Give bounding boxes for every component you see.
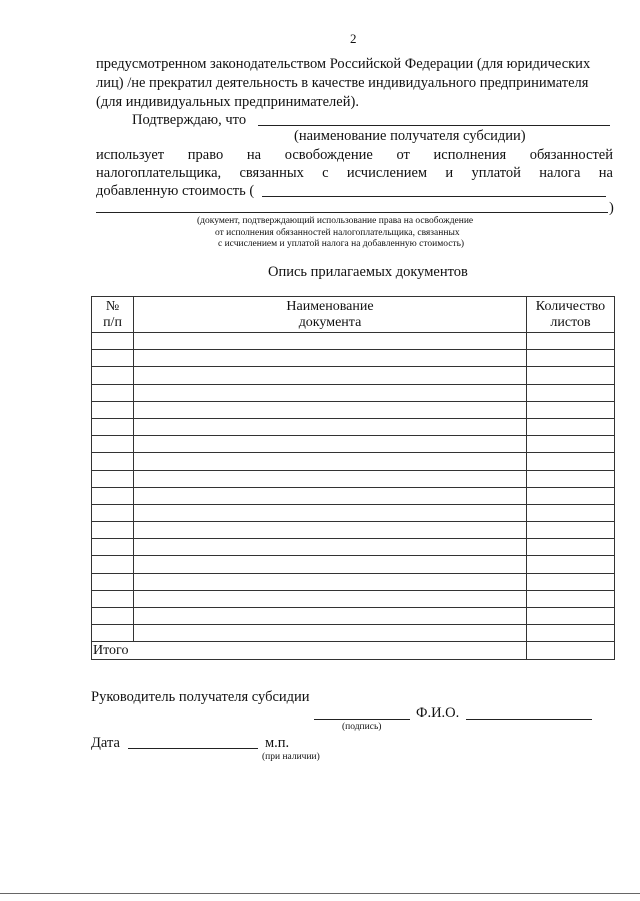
row-number-cell[interactable] [92, 470, 134, 487]
row-name-cell[interactable] [134, 625, 527, 642]
page-bottom-edge [0, 893, 640, 894]
row-name-cell[interactable] [134, 608, 527, 625]
row-count-cell[interactable] [527, 590, 615, 607]
signature-caption: (подпись) [342, 722, 382, 732]
row-name-cell[interactable] [134, 522, 527, 539]
row-name-cell[interactable] [134, 504, 527, 521]
word: использует [96, 147, 165, 163]
word: связанных [239, 165, 304, 181]
row-count-cell[interactable] [527, 487, 615, 504]
row-number-cell[interactable] [92, 608, 134, 625]
date-field[interactable] [128, 748, 258, 749]
header-number-line2: п/п [103, 314, 122, 330]
row-number-cell[interactable] [92, 401, 134, 418]
word: освобождение [284, 147, 373, 163]
row-name-cell[interactable] [134, 367, 527, 384]
row-name-cell[interactable] [134, 590, 527, 607]
recipient-caption: (наименование получателя субсидии) [294, 128, 526, 144]
word: на [246, 147, 262, 163]
table-row [92, 504, 615, 521]
row-number-cell[interactable] [92, 625, 134, 642]
document-field-2[interactable] [96, 212, 608, 213]
row-name-cell[interactable] [134, 453, 527, 470]
word: налогоплательщика, [96, 165, 222, 181]
word: уплатой [471, 165, 521, 181]
table-row [92, 556, 615, 573]
documents-table [91, 296, 615, 660]
table-row [92, 470, 615, 487]
table-row [92, 625, 615, 642]
total-row [92, 642, 615, 659]
row-count-cell[interactable] [527, 401, 615, 418]
table-row [92, 522, 615, 539]
table-row [92, 367, 615, 384]
row-name-cell[interactable] [134, 401, 527, 418]
row-name-cell[interactable] [134, 573, 527, 590]
confirm-lead: Подтверждаю, что [132, 112, 247, 128]
row-count-cell[interactable] [527, 470, 615, 487]
word: право [187, 147, 224, 163]
table-row [92, 608, 615, 625]
table-row [92, 384, 615, 401]
fio-field[interactable] [466, 719, 592, 720]
row-name-cell[interactable] [134, 333, 527, 350]
table-row [92, 333, 615, 350]
table-row [92, 436, 615, 453]
header-count-line2: листов [550, 314, 591, 330]
row-name-cell[interactable] [134, 436, 527, 453]
table-title: Опись прилагаемых документов [268, 264, 468, 280]
word: на [598, 165, 613, 181]
row-count-cell[interactable] [527, 418, 615, 435]
para1-line1: предусмотренном законодательством Российской Федерации (для юридических [96, 56, 591, 72]
row-count-cell[interactable] [527, 625, 615, 642]
recipient-name-field[interactable] [258, 125, 610, 126]
row-number-cell[interactable] [92, 573, 134, 590]
row-number-cell[interactable] [92, 504, 134, 521]
page-number: 2 [350, 31, 357, 46]
table-row [92, 539, 615, 556]
para1-line3: (для индивидуальных предпринимателей). [96, 94, 359, 110]
row-name-cell[interactable] [134, 350, 527, 367]
row-name-cell[interactable] [134, 487, 527, 504]
header-count [527, 297, 615, 333]
row-number-cell[interactable] [92, 487, 134, 504]
row-number-cell[interactable] [92, 333, 134, 350]
doc-caption-line3: с исчислением и уплатой налога на добавленную стоимость) [218, 239, 465, 249]
para2-line2 [96, 164, 613, 182]
row-name-cell[interactable] [134, 556, 527, 573]
word: исполнения [433, 147, 507, 163]
row-count-cell[interactable] [527, 504, 615, 521]
header-name [134, 297, 527, 333]
para2-line1 [96, 146, 613, 164]
row-number-cell[interactable] [92, 418, 134, 435]
word: исчислением [346, 165, 428, 181]
row-count-cell[interactable] [527, 539, 615, 556]
table-row [92, 590, 615, 607]
row-count-cell[interactable] [527, 453, 615, 470]
table-row [92, 453, 615, 470]
header-name-line1: Наименование [286, 298, 374, 314]
stamp-label: м.п. [265, 735, 290, 751]
row-count-cell[interactable] [527, 436, 615, 453]
row-name-cell[interactable] [134, 384, 527, 401]
row-count-cell[interactable] [527, 350, 615, 367]
doc-caption-line2: от исполнения обязанностей налогоплательщика, связанных [215, 228, 460, 238]
row-name-cell[interactable] [134, 470, 527, 487]
row-number-cell[interactable] [92, 453, 134, 470]
head-label: Руководитель получателя субсидии [91, 689, 310, 705]
close-paren: ) [609, 200, 614, 216]
total-count-cell[interactable] [527, 642, 615, 659]
table-row [92, 573, 615, 590]
row-number-cell[interactable] [92, 384, 134, 401]
table-header-row [92, 297, 615, 333]
word: с [322, 165, 329, 181]
row-number-cell[interactable] [92, 350, 134, 367]
row-count-cell[interactable] [527, 573, 615, 590]
row-count-cell[interactable] [527, 333, 615, 350]
header-count-line1: Количество [535, 298, 606, 314]
table-row [92, 350, 615, 367]
row-number-cell[interactable] [92, 556, 134, 573]
row-count-cell[interactable] [527, 556, 615, 573]
row-name-cell[interactable] [134, 418, 527, 435]
row-count-cell[interactable] [527, 384, 615, 401]
row-number-cell[interactable] [92, 539, 134, 556]
word: обязанностей [529, 147, 613, 163]
table-row [92, 487, 615, 504]
signature-field[interactable] [314, 719, 410, 720]
row-number-cell[interactable] [92, 522, 134, 539]
row-count-cell[interactable] [527, 522, 615, 539]
header-number [92, 297, 134, 333]
para1-line2: лиц) /не прекратил деятельность в качестве индивидуального предпринимателя [96, 75, 589, 91]
row-count-cell[interactable] [527, 608, 615, 625]
row-number-cell[interactable] [92, 367, 134, 384]
row-name-cell[interactable] [134, 539, 527, 556]
word: налога [539, 165, 581, 181]
row-count-cell[interactable] [527, 367, 615, 384]
stamp-caption: (при наличии) [262, 752, 320, 762]
row-number-cell[interactable] [92, 590, 134, 607]
word: и [445, 165, 454, 181]
table-row [92, 418, 615, 435]
total-label: Итого [92, 642, 527, 659]
header-name-line2: документа [298, 314, 362, 330]
header-number-line1: № [105, 298, 120, 314]
para2-line3: добавленную стоимость ( [96, 183, 255, 199]
doc-caption-line1: (документ, подтверждающий использование права на освобождение [197, 216, 474, 226]
row-number-cell[interactable] [92, 436, 134, 453]
document-field-1[interactable] [262, 196, 606, 197]
fio-label: Ф.И.О. [416, 705, 460, 721]
word: от [396, 147, 410, 163]
table-row [92, 401, 615, 418]
date-label: Дата [91, 735, 120, 751]
